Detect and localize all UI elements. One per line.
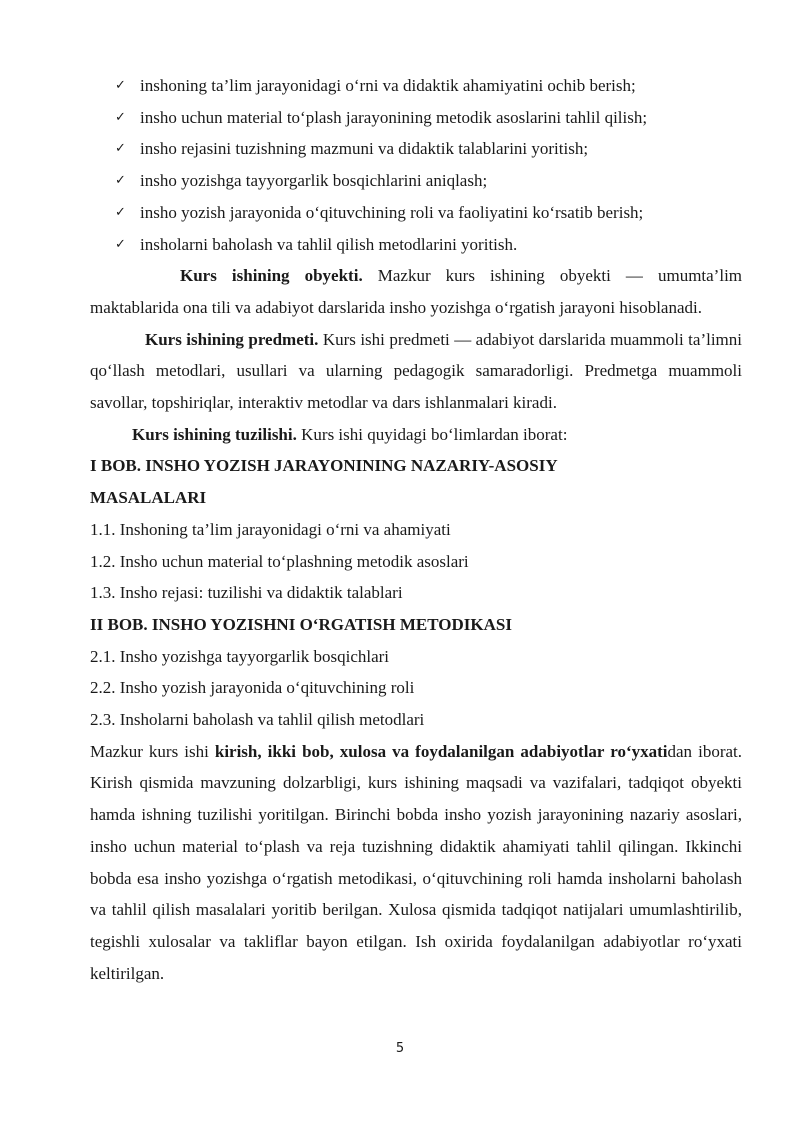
section-1-2: 1.2. Insho uchun material to‘plashning metodik asoslari xyxy=(90,551,469,571)
check-icon: ✓ xyxy=(115,236,126,252)
list-item xyxy=(90,70,742,102)
list-item xyxy=(90,133,742,165)
summary-bold: kirish, ikki bob, xulosa va foydalanilgan adabiyotlar ro‘yxati xyxy=(214,741,668,761)
summary-paragraph xyxy=(90,736,742,990)
page-number: 5 xyxy=(395,1041,405,1056)
structure-text: Kurs ishi quyidagi bo‘limlardan iborat: xyxy=(296,424,568,444)
section-2-3: 2.3. Insholarni baholash va tahlil qilish metodlari xyxy=(90,710,425,730)
check-icon: ✓ xyxy=(115,204,126,220)
chapter2-title: II BOB. INSHO YOZISHNI O‘RGATISH METODIKASI xyxy=(90,614,512,634)
subject-heading: Kurs ishining predmeti. xyxy=(145,329,319,349)
page-content xyxy=(90,70,742,989)
summary-lead: Mazkur kurs ishi xyxy=(90,741,215,761)
subject-paragraph xyxy=(90,324,742,419)
objectives-list xyxy=(90,70,742,260)
list-item-text: insho yozish jarayonida o‘qituvchining roli va faoliyatini ko‘rsatib berish; xyxy=(140,202,644,222)
section-1-3: 1.3. Insho rejasi: tuzilishi va didaktik talablari xyxy=(90,583,403,603)
section-2-1: 2.1. Insho yozishga tayyorgarlik bosqichlari xyxy=(90,646,390,666)
list-item xyxy=(90,102,742,134)
check-icon: ✓ xyxy=(115,173,126,189)
check-icon: ✓ xyxy=(115,109,126,125)
object-heading: Kurs ishining obyekti. xyxy=(180,266,363,286)
check-icon: ✓ xyxy=(115,141,126,157)
list-item-text: insho yozishga tayyorgarlik bosqichlarini aniqlash; xyxy=(140,171,488,191)
list-item-text: insho rejasini tuzishning mazmuni va didaktik talablarini yoritish; xyxy=(140,139,589,159)
list-item xyxy=(90,229,742,261)
structure-paragraph xyxy=(90,419,742,451)
summary-rest: dan iborat. Kirish qismida mavzuning dolzarbligi, kurs ishining maqsadi va vazifalari, tadqiqot obyekti hamda ishning tuzilishi yoritilgan. Birinchi bobda insho yozish jarayonining nazariy asoslari, insho uchun material to‘plash va reja tuzishning didaktik ahamiyati tahlil qilingan. Ikkinchi bobda esa insho yozishga o‘rgatish metodikasi, o‘qituvchining roli hamda insholarni baholash va tahlil qilish masalalari yoritib berilgan. Xulosa qismida tadqiqot natijalari umumlashtirilib, tegishli xulosalar va takliflar bayon etilgan. Ish oxirida foydalanilgan adabiyotlar ro‘yxati keltirilgan. xyxy=(90,741,742,983)
list-item-text: insho uchun material to‘plash jarayonining metodik asoslarini tahlil qilish; xyxy=(140,107,648,127)
section-2-2: 2.2. Insho yozish jarayonida o‘qituvchining roli xyxy=(90,678,415,698)
check-icon: ✓ xyxy=(115,78,126,93)
object-text: Mazkur kurs ishining obyekti — umumta’lim maktablarida ona tili va adabiyot darslarida insho yozishga o‘rgatish jarayoni hisoblanadi. xyxy=(90,266,743,317)
chapter1-title: I BOB. INSHO YOZISH JARAYONINING NAZARIY-ASOSIY MASALALARI xyxy=(90,456,557,508)
section-1-1: 1.1. Inshoning ta’lim jarayonidagi o‘rni va ahamiyati xyxy=(90,519,451,539)
list-item xyxy=(90,197,742,229)
list-item-text: inshoning ta’lim jarayonidagi o‘rni va didaktik ahamiyatini ochib berish; xyxy=(140,76,636,95)
object-paragraph xyxy=(90,260,742,323)
subject-text: Kurs ishi predmeti — adabiyot darslarida muammoli ta’limni qo‘llash metodlari, usullari va ularning pedagogik samaradorligi. Predmetga muammoli savollar, topshiriqlar, interaktiv metodlar va dars ishlanmalari kiradi. xyxy=(90,329,742,413)
list-item-text: insholarni baholash va tahlil qilish metodlarini yoritish. xyxy=(140,234,518,254)
list-item xyxy=(90,165,742,197)
structure-heading: Kurs ishining tuzilishi. xyxy=(132,424,297,444)
